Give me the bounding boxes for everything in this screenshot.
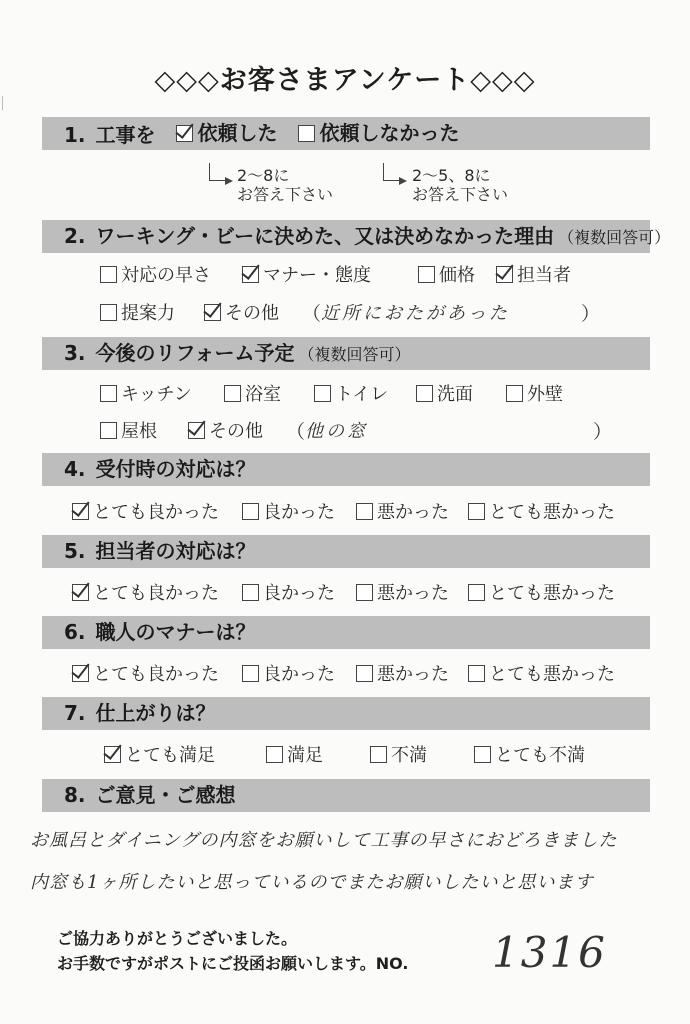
q3-label: 今後のリフォーム予定 (95, 341, 295, 365)
q3-option-roof[interactable]: 屋根 (100, 417, 188, 443)
q2-row-1 (100, 260, 571, 288)
checkbox[interactable] (356, 503, 373, 520)
checkbox[interactable] (506, 385, 523, 402)
q2-option-price[interactable]: 価格 (418, 261, 496, 287)
arrow-icon (383, 163, 405, 181)
q3-option-bath[interactable]: 浴室 (224, 380, 314, 406)
q1-option-not-requested[interactable]: 依頼しなかった (298, 117, 459, 150)
checkbox[interactable] (224, 385, 241, 402)
q6-option-very-bad[interactable]: とても悪かった (468, 660, 615, 686)
q7-header (42, 697, 650, 730)
checkbox[interactable] (356, 584, 373, 601)
q5-option-good[interactable]: 良かった (242, 579, 356, 605)
q4-option-good[interactable]: 良かった (242, 498, 356, 524)
q1-note-a: 2～8に お答え下さい (237, 166, 334, 204)
q4-label: 受付時の対応は？ (95, 457, 256, 481)
q3-number: 3. (64, 341, 86, 365)
q2-label: ワーキング・ビーに決めた、又は決めなかった理由 (95, 224, 555, 248)
survey-number: 1316 (492, 928, 607, 977)
q2-other-text[interactable]: 近所におたがあった (321, 303, 510, 324)
q8-comment-line-2[interactable]: 内窓も1ヶ所したいと思っているのでまたお願いしたいと思います (30, 872, 594, 893)
q4-option-bad[interactable]: 悪かった (356, 498, 468, 524)
checkbox[interactable] (356, 665, 373, 682)
q6-options (72, 659, 615, 687)
q3-option-kitchen[interactable]: キッチン (100, 380, 224, 406)
q5-option-very-bad[interactable]: とても悪かった (468, 579, 615, 605)
checkbox-checked[interactable] (204, 304, 221, 321)
q3-row-2 (100, 416, 612, 444)
q3-option-exterior[interactable]: 外壁 (506, 380, 563, 406)
q1-label: 工事を (95, 123, 156, 147)
open-paren: （ (302, 302, 322, 325)
q7-option-very-satisfied[interactable]: とても満足 (104, 741, 266, 767)
checkbox[interactable] (370, 746, 387, 763)
q5-option-bad[interactable]: 悪かった (356, 579, 468, 605)
q7-option-satisfied[interactable]: 満足 (266, 741, 370, 767)
q7-options (104, 740, 585, 768)
checkbox[interactable] (266, 746, 283, 763)
close-paren: ） (593, 420, 613, 443)
q6-number: 6. (64, 620, 86, 644)
q1-note-b: 2～5、8に お答え下さい (412, 166, 509, 204)
q3-header (42, 337, 650, 370)
q1-number: 1. (64, 123, 86, 147)
q5-header (42, 535, 650, 568)
q8-label: ご意見・ご感想 (95, 783, 236, 807)
footer-instructions: お手数ですがポストにご投函お願いします。NO. (57, 954, 409, 973)
checkbox[interactable] (100, 385, 117, 402)
checkbox-checked[interactable] (104, 746, 121, 763)
checkbox[interactable] (298, 125, 315, 142)
checkbox[interactable] (100, 304, 117, 321)
q7-option-very-unsatisfied[interactable]: とても不満 (474, 741, 585, 767)
q2-sub: （複数回答可） (558, 228, 671, 247)
q6-option-bad[interactable]: 悪かった (356, 660, 468, 686)
q3-row-1 (100, 379, 563, 407)
checkbox-checked[interactable] (188, 422, 205, 439)
checkbox[interactable] (100, 422, 117, 439)
q7-option-unsatisfied[interactable]: 不満 (370, 741, 474, 767)
q7-number: 7. (64, 701, 86, 725)
checkbox-checked[interactable] (72, 584, 89, 601)
checkbox[interactable] (314, 385, 331, 402)
q4-options (72, 497, 615, 525)
q8-number: 8. (64, 783, 86, 807)
q2-option-manner[interactable]: マナー・態度 (242, 261, 418, 287)
q1-option-requested[interactable]: 依頼した (176, 117, 277, 150)
q4-number: 4. (64, 457, 86, 481)
q5-options (72, 578, 615, 606)
q3-option-toilet[interactable]: トイレ (314, 380, 416, 406)
checkbox[interactable] (468, 584, 485, 601)
q4-header (42, 453, 650, 486)
arrow-icon (209, 163, 231, 181)
q7-label: 仕上がりは？ (95, 701, 216, 725)
q5-option-very-good[interactable]: とても良かった (72, 579, 242, 605)
checkbox-checked[interactable] (496, 266, 513, 283)
checkbox-checked[interactable] (176, 125, 193, 142)
checkbox[interactable] (474, 746, 491, 763)
checkbox[interactable] (418, 266, 435, 283)
survey-title: ◇◇◇お客さまアンケート◇◇◇ (154, 65, 536, 96)
q4-option-very-bad[interactable]: とても悪かった (468, 498, 615, 524)
q5-number: 5. (64, 539, 86, 563)
q2-option-other[interactable]: その他 (204, 299, 302, 325)
checkbox[interactable] (242, 665, 259, 682)
footer-thanks: ご協力ありがとうございました。 (57, 929, 298, 948)
q2-option-staff[interactable]: 担当者 (496, 261, 571, 287)
q2-row-2 (100, 298, 600, 326)
q2-option-speed[interactable]: 対応の早さ (100, 261, 242, 287)
q2-number: 2. (64, 224, 86, 248)
checkbox-checked[interactable] (242, 266, 259, 283)
q3-option-washroom[interactable]: 洗面 (416, 380, 506, 406)
checkbox[interactable] (100, 266, 117, 283)
q3-sub: （複数回答可） (298, 345, 411, 364)
q8-header (42, 779, 650, 812)
checkbox[interactable] (416, 385, 433, 402)
checkbox[interactable] (242, 584, 259, 601)
q3-other-text[interactable]: 他の窓 (305, 421, 369, 442)
checkbox[interactable] (242, 503, 259, 520)
q6-header (42, 616, 650, 649)
q1-header (42, 117, 650, 150)
open-paren: （ (286, 420, 306, 443)
checkbox-checked[interactable] (72, 665, 89, 682)
q5-label: 担当者の対応は？ (95, 539, 256, 563)
close-paren: ） (581, 302, 601, 325)
checkbox[interactable] (468, 503, 485, 520)
checkbox-checked[interactable] (72, 503, 89, 520)
q4-option-very-good[interactable]: とても良かった (72, 498, 242, 524)
q2-option-proposal[interactable]: 提案力 (100, 299, 204, 325)
q6-label: 職人のマナーは？ (95, 620, 256, 644)
edge-mark (2, 96, 8, 110)
q2-header (42, 220, 671, 253)
q3-option-other[interactable]: その他 (188, 417, 286, 443)
checkbox[interactable] (468, 665, 485, 682)
q8-comment-line-1[interactable]: お風呂とダイニングの内窓をお願いして工事の早さにおどろきました (30, 830, 618, 851)
q6-option-good[interactable]: 良かった (242, 660, 356, 686)
q6-option-very-good[interactable]: とても良かった (72, 660, 242, 686)
